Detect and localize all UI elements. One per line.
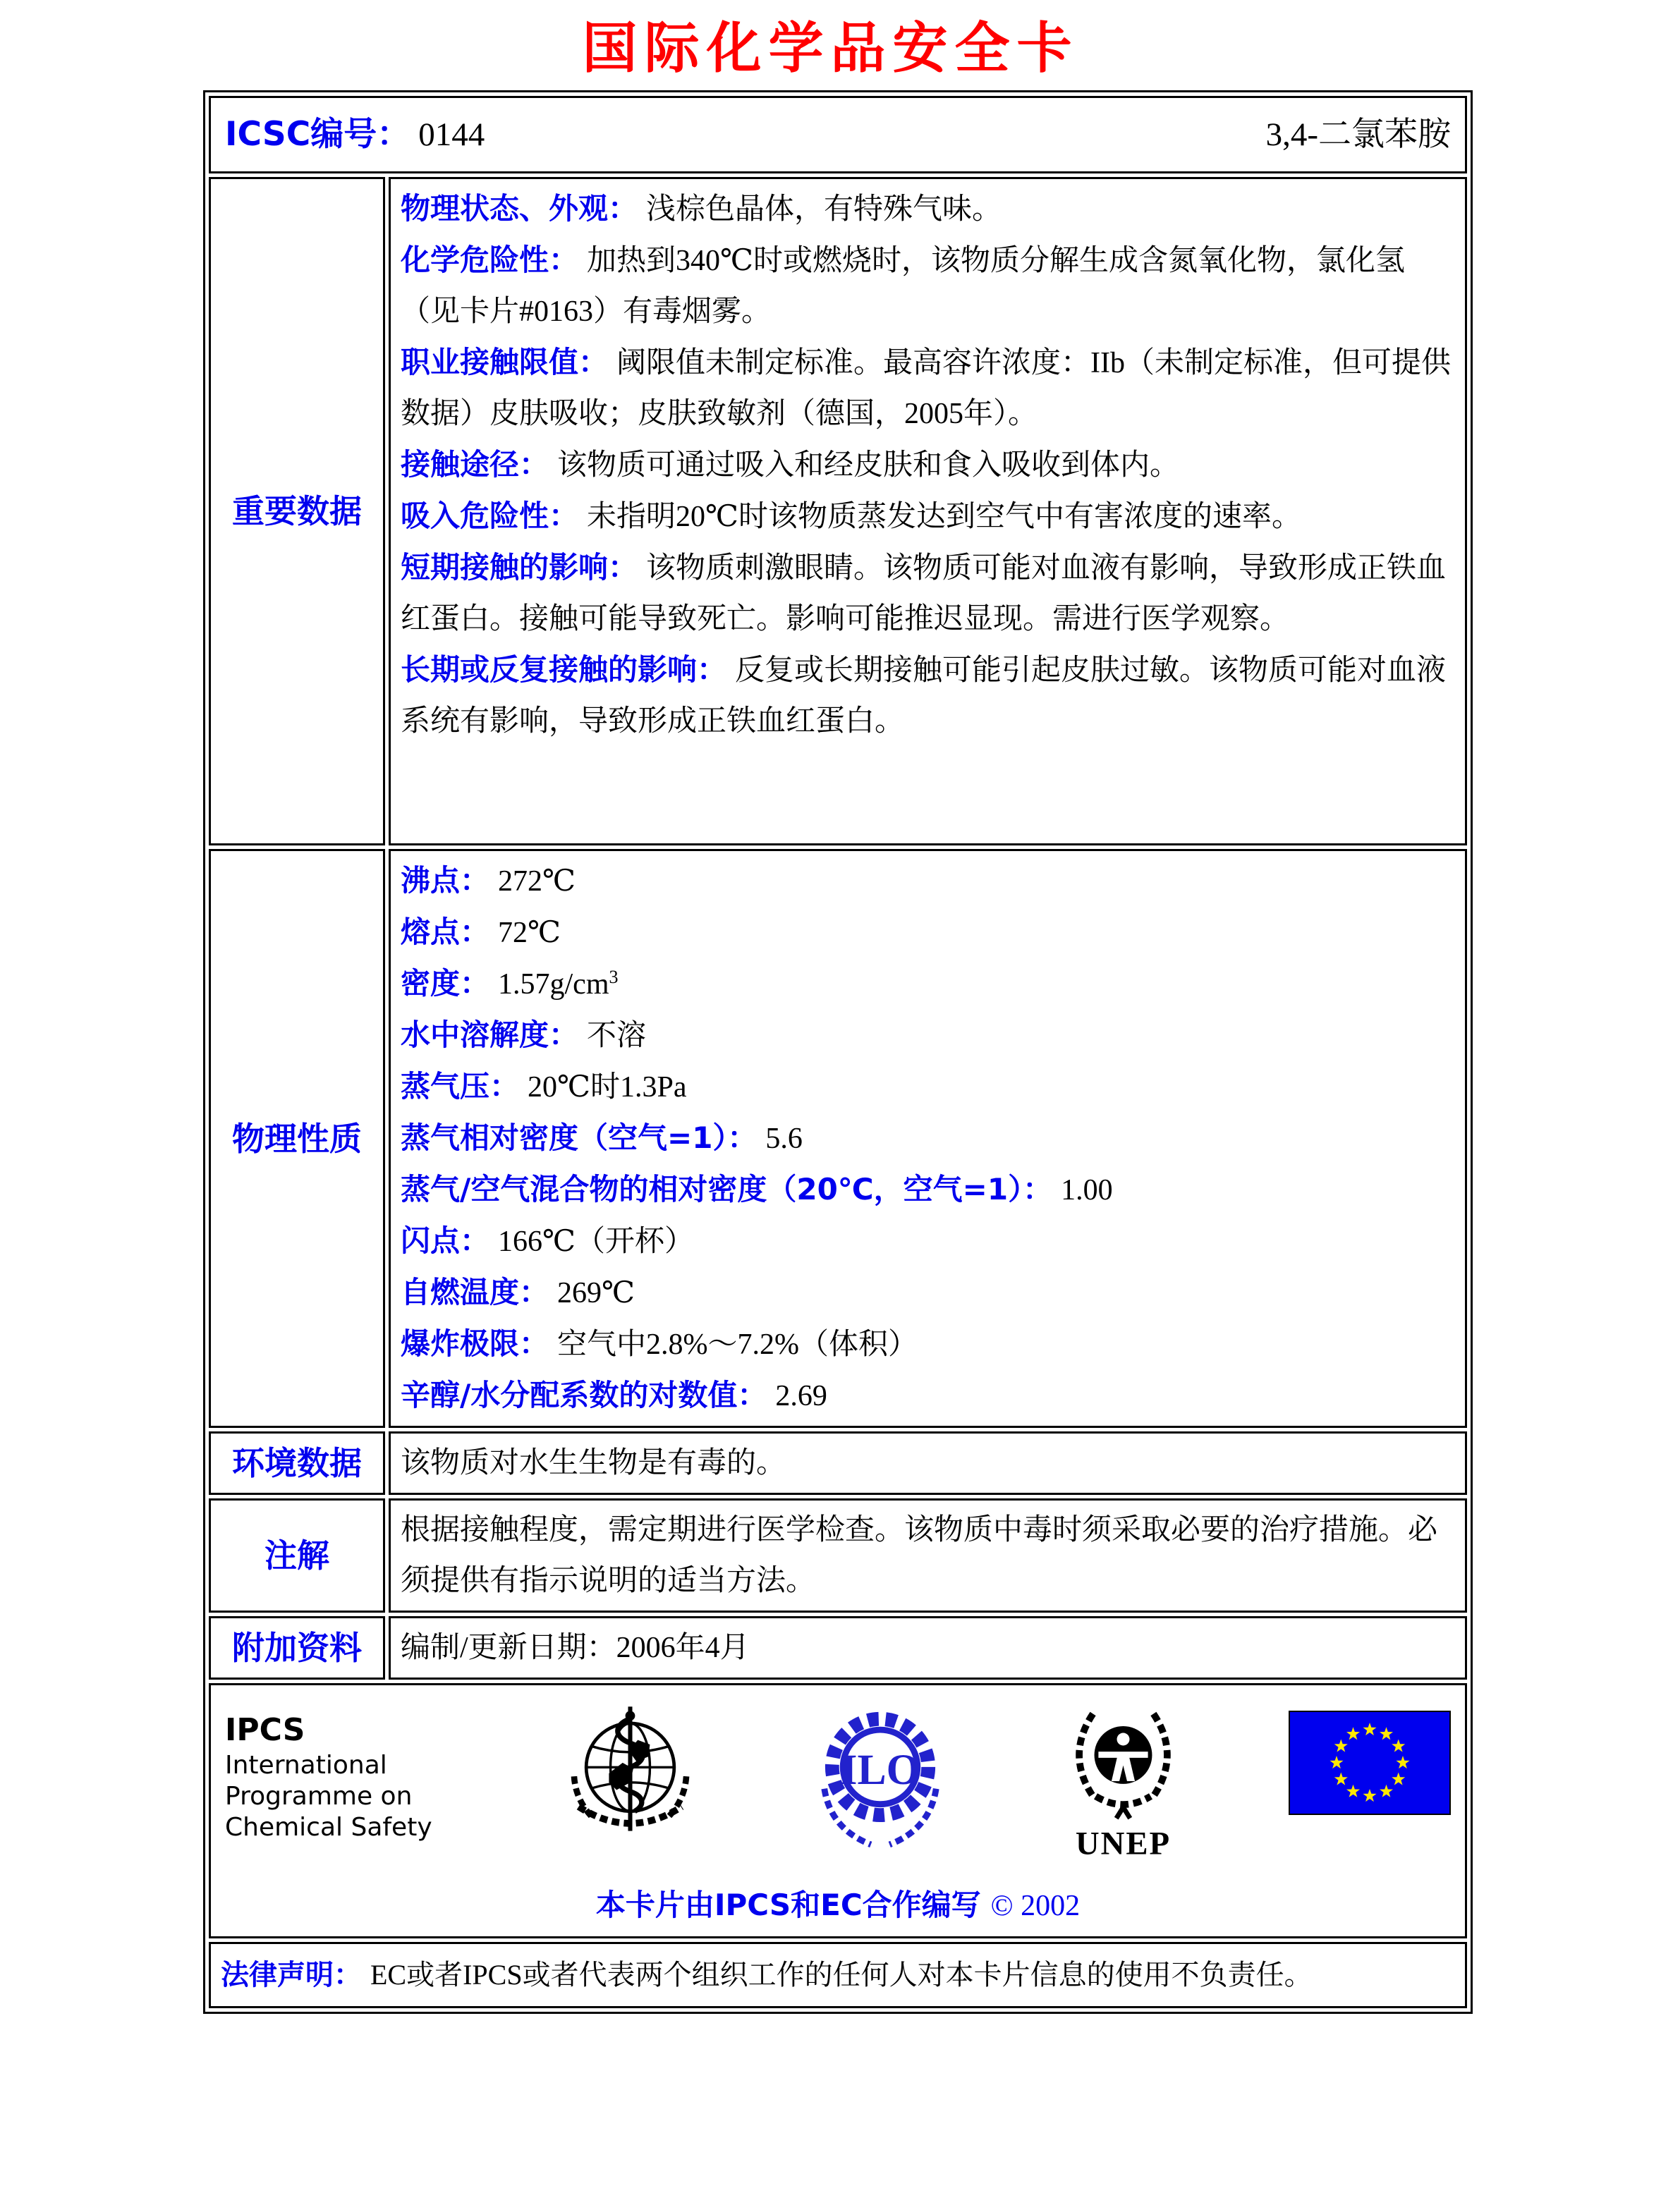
- eu-flag-icon: [1289, 1697, 1451, 1831]
- section-label-notes: 注解: [209, 1498, 385, 1613]
- field-value: 5.6: [765, 1123, 803, 1155]
- section-label-important-data: 重要数据: [209, 177, 385, 845]
- section-label-environmental-data: 环境数据: [209, 1431, 385, 1495]
- important-data-item: [401, 491, 1455, 542]
- icsc-number-label: ICSC编号：: [225, 115, 410, 154]
- field-label: 蒸气相对密度（空气=1）：: [401, 1120, 758, 1155]
- environmental-data-text: 该物质对水生生物是有毒的。: [401, 1447, 786, 1479]
- section-label-physical-properties: 物理性质: [209, 849, 385, 1428]
- important-data-item: [401, 235, 1455, 337]
- copyright-text: © 2002: [990, 1890, 1081, 1922]
- ipcs-subtitle-line: Chemical Safety: [225, 1813, 432, 1842]
- field-label: 接触途径：: [401, 447, 549, 482]
- unep-logo-icon: [1054, 1697, 1192, 1882]
- credit-line: [225, 1886, 1451, 1925]
- notes-text: 根据接触程度，需定期进行医学检查。该物质中毒时须采取必要的治疗措施。必须提供有指示说明的适当方法。: [401, 1514, 1438, 1597]
- who-logo-icon: [554, 1697, 706, 1878]
- physical-properties-content: [401, 855, 1455, 1422]
- property-item: [401, 1010, 1455, 1061]
- icsc-number-value: 0144: [418, 116, 485, 153]
- important-data-row: [209, 177, 1467, 845]
- property-item: [401, 1216, 1455, 1267]
- logo-row: [225, 1697, 1451, 1882]
- field-value: 该物质刺激眼睛。该物质可能对血液有影响，导致形成正铁血红蛋白。接触可能导致死亡。影响可能推迟显现。需进行医学观察。: [401, 552, 1447, 635]
- field-label: 吸入危险性：: [401, 499, 579, 533]
- property-item: [401, 907, 1455, 958]
- field-label: 闪点：: [401, 1223, 490, 1258]
- icsc-number-group: [225, 109, 485, 160]
- property-item: [401, 958, 1455, 1010]
- field-label: 物理状态、外观：: [401, 191, 638, 226]
- update-date-label: 编制/更新日期：: [401, 1632, 616, 1664]
- important-data-item: [401, 542, 1455, 644]
- field-label: 爆炸极限：: [401, 1326, 549, 1361]
- legal-label: 法律声明：: [221, 1959, 362, 1991]
- property-item: [401, 1370, 1455, 1422]
- field-label: 短期接触的影响：: [401, 550, 638, 585]
- field-label: 熔点：: [401, 915, 490, 949]
- unep-logo-text: UNEP: [1075, 1825, 1172, 1862]
- field-value: 阈限值未制定标准。最高容许浓度：IIb（未制定标准，但可提供数据）皮肤吸收；皮肤致敏剂（德国，2005年）。: [401, 347, 1451, 430]
- ipcs-subtitle-line: Programme on: [225, 1782, 413, 1811]
- property-item: [401, 1061, 1455, 1113]
- section-label-additional-info: 附加资料: [209, 1616, 385, 1680]
- field-value: 该物质可通过吸入和经皮肤和食入吸收到体内。: [557, 449, 1180, 482]
- field-label: 长期或反复接触的影响：: [401, 652, 727, 687]
- field-label: 辛醇/水分配系数的对数值：: [401, 1378, 767, 1412]
- page-title: 国际化学品安全卡: [582, 17, 1079, 80]
- additional-info-row: [209, 1616, 1467, 1680]
- important-data-content: [401, 183, 1455, 839]
- field-value: 反复或长期接触可能引起皮肤过敏。该物质可能对血液系统有影响，导致形成正铁血红蛋白。: [401, 654, 1447, 738]
- superscript: 3: [609, 967, 619, 987]
- ilo-logo-icon: [803, 1697, 958, 1878]
- field-value: 2.69: [775, 1380, 827, 1412]
- physical-properties-row: [209, 849, 1467, 1428]
- chemical-name: 3,4-二氯苯胺: [1265, 116, 1451, 153]
- credit-text: 本卡片由IPCS和EC合作编写: [595, 1888, 981, 1922]
- important-data-item: [401, 644, 1455, 747]
- field-value: 空气中2.8%～7.2%（体积）: [557, 1328, 918, 1361]
- field-value: 166℃（开杯）: [498, 1226, 694, 1258]
- field-value: 不溶: [587, 1020, 647, 1052]
- property-item: [401, 1164, 1455, 1216]
- field-value: 269℃: [557, 1277, 635, 1309]
- card-header: [221, 102, 1455, 167]
- field-label: 自燃温度：: [401, 1275, 549, 1309]
- ipcs-text-block: [225, 1697, 458, 1843]
- field-value: 272℃: [498, 865, 576, 898]
- field-label: 密度：: [401, 966, 490, 1001]
- important-data-item: [401, 337, 1455, 439]
- field-label: 水中溶解度：: [401, 1018, 579, 1052]
- field-label: 蒸气/空气混合物的相对密度（20℃，空气=1）：: [401, 1172, 1053, 1206]
- environmental-data-row: [209, 1431, 1467, 1495]
- ipcs-subtitle-line: International: [225, 1751, 387, 1780]
- property-item: [401, 855, 1455, 907]
- legal-row: [209, 1942, 1467, 2008]
- field-label: 沸点：: [401, 863, 490, 898]
- ilo-logo-text: ILO: [840, 1746, 920, 1795]
- field-label: 蒸气压：: [401, 1069, 520, 1104]
- important-data-item: [401, 183, 1455, 235]
- field-value: 20℃时1.3Pa: [528, 1071, 687, 1104]
- property-item: [401, 1267, 1455, 1319]
- legal-text: EC或者IPCS或者代表两个组织工作的任何人对本卡片信息的使用不负责任。: [370, 1959, 1313, 1991]
- important-data-item: [401, 439, 1455, 491]
- property-item: [401, 1319, 1455, 1370]
- field-value: 未指明20℃时该物质蒸发达到空气中有害浓度的速率。: [587, 501, 1302, 533]
- icsc-card-table: [203, 90, 1473, 2014]
- field-value: 1.00: [1061, 1174, 1113, 1206]
- notes-row: [209, 1498, 1467, 1613]
- field-value: 1.57g/cm: [498, 968, 609, 1001]
- field-label: 化学危险性：: [401, 243, 579, 277]
- header-row: [209, 96, 1467, 173]
- field-value: 72℃: [498, 917, 561, 949]
- ipcs-title: IPCS: [225, 1712, 305, 1748]
- field-value: 浅棕色晶体，有特殊气味。: [646, 193, 1002, 226]
- field-label: 职业接触限值：: [401, 345, 609, 379]
- footer-row: [209, 1683, 1467, 1938]
- update-date-value: 2006年4月: [616, 1632, 750, 1664]
- field-value: 加热到340℃时或燃烧时，该物质分解生成含氮氧化物，氯化氢（见卡片#0163）有毒烟雾。: [401, 245, 1406, 328]
- property-item: [401, 1113, 1455, 1164]
